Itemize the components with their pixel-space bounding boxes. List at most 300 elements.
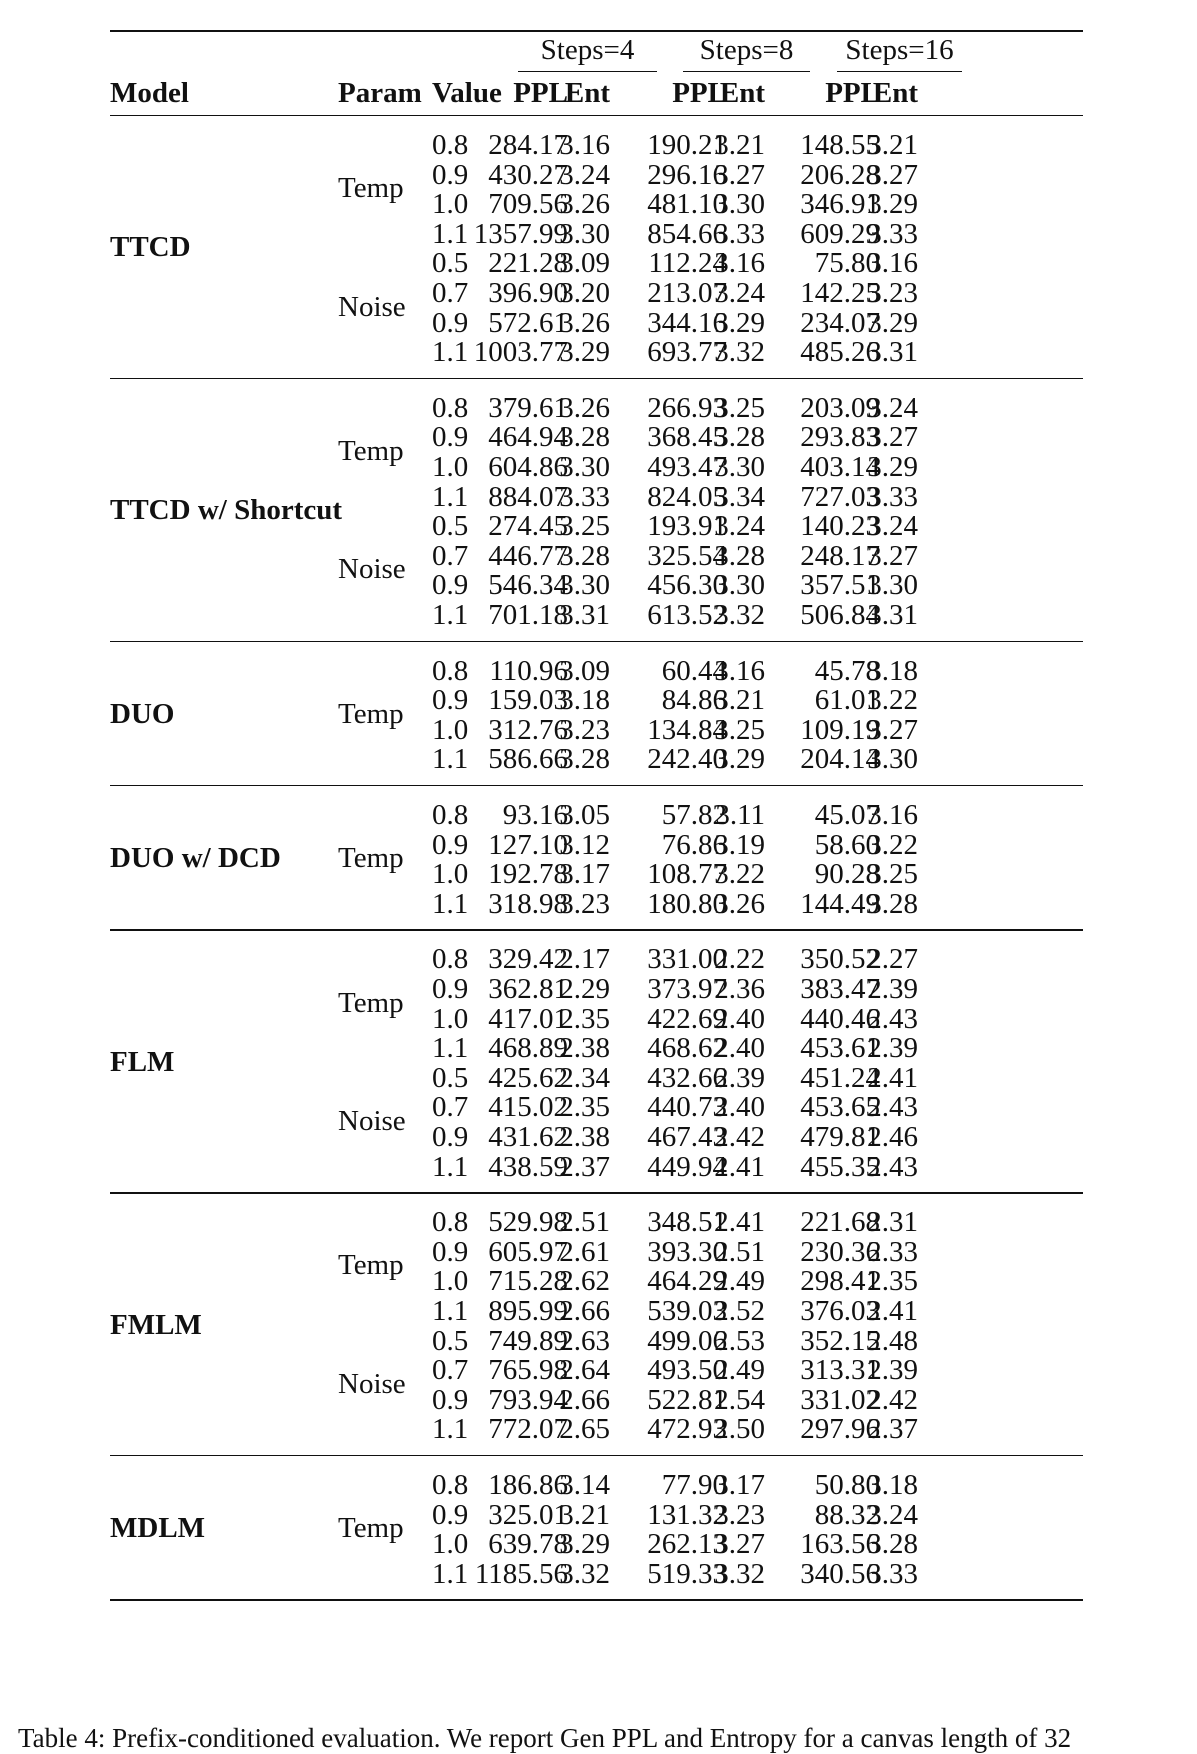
ent-cell: 3.30 bbox=[714, 451, 765, 483]
ppl-cell: 472.93 bbox=[647, 1413, 727, 1446]
ppl-cell: 430.27 bbox=[488, 158, 568, 191]
ppl-cell: 45.07 bbox=[814, 799, 880, 831]
value-cell: 1.1 bbox=[432, 1413, 469, 1446]
ent-cell: 3.21 bbox=[559, 1498, 610, 1531]
ppl-cell: 348.51 bbox=[647, 1206, 727, 1239]
ent-cell: 2.41 bbox=[714, 1150, 765, 1183]
ent-cell: 2.65 bbox=[559, 1413, 610, 1446]
group-rule bbox=[110, 1192, 1083, 1193]
ent-cell: 3.16 bbox=[714, 247, 765, 280]
ppl-cell: 144.49 bbox=[800, 887, 880, 920]
ppl-cell: 727.03 bbox=[800, 480, 880, 513]
ent-cell: 3.34 bbox=[714, 480, 765, 513]
ent-cell: 2.38 bbox=[559, 1121, 610, 1153]
value-cell: 0.8 bbox=[432, 1469, 469, 1501]
ent-cell: 2.61 bbox=[559, 1235, 610, 1268]
ent-cell: 2.43 bbox=[867, 1150, 918, 1183]
ppl-cell: 749.89 bbox=[488, 1324, 568, 1357]
header-value: Value bbox=[432, 77, 502, 109]
ppl-cell: 163.56 bbox=[800, 1528, 880, 1561]
ppl-cell: 230.36 bbox=[800, 1235, 880, 1268]
param-label: Noise bbox=[338, 290, 406, 323]
step-group-header: Steps=16 bbox=[845, 34, 954, 66]
ent-cell: 3.25 bbox=[714, 713, 765, 746]
ent-cell: 3.09 bbox=[559, 654, 610, 687]
ppl-cell: 440.46 bbox=[800, 1002, 880, 1035]
ppl-cell: 109.19 bbox=[800, 713, 880, 746]
value-cell: 1.1 bbox=[432, 887, 469, 920]
ppl-cell: 425.62 bbox=[488, 1061, 568, 1094]
ent-cell: 3.32 bbox=[714, 599, 765, 631]
ent-cell: 3.32 bbox=[559, 1557, 610, 1590]
ent-cell: 3.27 bbox=[714, 158, 765, 191]
ppl-cell: 449.94 bbox=[647, 1150, 727, 1183]
value-cell: 0.7 bbox=[432, 1354, 469, 1387]
ppl-cell: 479.81 bbox=[800, 1121, 880, 1153]
ent-cell: 2.35 bbox=[559, 1091, 610, 1124]
model-name: TTCD bbox=[110, 231, 191, 264]
ent-cell: 3.24 bbox=[867, 1498, 918, 1531]
header-ent: Ent bbox=[564, 77, 610, 109]
ent-cell: 3.22 bbox=[867, 684, 918, 717]
ent-cell: 2.29 bbox=[559, 973, 610, 1005]
param-label: Temp bbox=[338, 172, 404, 205]
ent-cell: 3.22 bbox=[867, 828, 918, 861]
ent-cell: 3.28 bbox=[714, 539, 765, 572]
ent-cell: 2.22 bbox=[714, 943, 765, 976]
ent-cell: 2.39 bbox=[867, 1354, 918, 1387]
ppl-cell: 539.03 bbox=[647, 1295, 727, 1327]
header-ppl: PPL bbox=[825, 77, 880, 109]
value-cell: 1.0 bbox=[432, 858, 469, 891]
ppl-cell: 709.56 bbox=[488, 188, 568, 221]
ent-cell: 3.16 bbox=[867, 247, 918, 280]
ent-cell: 2.36 bbox=[714, 973, 765, 1005]
ent-cell: 2.52 bbox=[714, 1295, 765, 1327]
model-name: DUO w/ DCD bbox=[110, 842, 281, 875]
ppl-cell: 346.91 bbox=[800, 188, 880, 221]
ppl-cell: 75.80 bbox=[814, 247, 880, 280]
ent-cell: 3.23 bbox=[867, 277, 918, 309]
ent-cell: 2.17 bbox=[559, 943, 610, 976]
ppl-cell: 895.99 bbox=[488, 1295, 568, 1327]
value-cell: 0.9 bbox=[432, 1383, 469, 1416]
ent-cell: 3.22 bbox=[714, 858, 765, 891]
ent-cell: 3.16 bbox=[714, 654, 765, 687]
value-cell: 0.8 bbox=[432, 654, 469, 687]
ent-cell: 2.54 bbox=[714, 1383, 765, 1416]
ent-cell: 3.23 bbox=[559, 887, 610, 920]
ppl-cell: 266.93 bbox=[647, 391, 727, 424]
ppl-cell: 432.66 bbox=[647, 1061, 727, 1094]
ppl-cell: 325.01 bbox=[488, 1498, 568, 1531]
param-label: Temp bbox=[338, 435, 404, 467]
ent-cell: 2.35 bbox=[867, 1265, 918, 1298]
ppl-cell: 331.00 bbox=[647, 943, 727, 976]
value-cell: 0.5 bbox=[432, 247, 469, 280]
ent-cell: 2.42 bbox=[867, 1383, 918, 1416]
table-caption: Table 4: Prefix-conditioned evaluation. We report Gen PPL and Entropy for a canvas length of 32 bbox=[18, 1723, 1072, 1753]
group-rule bbox=[110, 378, 1083, 379]
group-underline bbox=[518, 71, 657, 72]
ppl-cell: 221.28 bbox=[488, 247, 568, 280]
ent-cell: 2.35 bbox=[559, 1002, 610, 1035]
value-cell: 0.9 bbox=[432, 973, 469, 1005]
ppl-cell: 142.25 bbox=[800, 277, 880, 309]
ent-cell: 2.66 bbox=[559, 1383, 610, 1416]
ppl-cell: 824.05 bbox=[647, 480, 727, 513]
value-cell: 1.1 bbox=[432, 480, 469, 513]
ent-cell: 2.37 bbox=[559, 1150, 610, 1183]
value-cell: 1.0 bbox=[432, 1528, 469, 1561]
ppl-cell: 431.62 bbox=[488, 1121, 568, 1153]
value-cell: 1.1 bbox=[432, 599, 469, 631]
ppl-cell: 45.78 bbox=[814, 654, 880, 687]
param-label: Temp bbox=[338, 1512, 404, 1545]
ppl-cell: 192.78 bbox=[488, 858, 568, 891]
ent-cell: 2.43 bbox=[867, 1091, 918, 1124]
ppl-cell: 344.16 bbox=[647, 306, 727, 339]
ppl-cell: 506.84 bbox=[800, 599, 880, 631]
ppl-cell: 134.84 bbox=[647, 713, 727, 746]
ppl-cell: 206.28 bbox=[800, 158, 880, 191]
ent-cell: 3.26 bbox=[559, 391, 610, 424]
ppl-cell: 604.86 bbox=[488, 451, 568, 483]
ent-cell: 3.29 bbox=[867, 451, 918, 483]
ppl-cell: 1003.77 bbox=[473, 336, 568, 369]
ent-cell: 3.31 bbox=[867, 599, 918, 631]
ent-cell: 2.41 bbox=[714, 1206, 765, 1239]
ent-cell: 3.24 bbox=[559, 158, 610, 191]
ent-cell: 2.62 bbox=[559, 1265, 610, 1298]
ent-cell: 3.30 bbox=[867, 569, 918, 602]
ent-cell: 3.27 bbox=[867, 539, 918, 572]
ent-cell: 2.39 bbox=[714, 1061, 765, 1094]
ppl-cell: 186.86 bbox=[488, 1469, 568, 1501]
param-label: Temp bbox=[338, 986, 404, 1019]
ent-cell: 3.32 bbox=[714, 1557, 765, 1590]
ppl-cell: 213.07 bbox=[647, 277, 727, 309]
ppl-cell: 61.01 bbox=[814, 684, 880, 717]
ppl-cell: 376.03 bbox=[800, 1295, 880, 1327]
ent-cell: 2.40 bbox=[714, 1032, 765, 1065]
ppl-cell: 77.90 bbox=[661, 1469, 727, 1501]
ppl-cell: 108.77 bbox=[647, 858, 727, 891]
ppl-cell: 340.56 bbox=[800, 1557, 880, 1590]
ent-cell: 2.41 bbox=[867, 1061, 918, 1094]
ppl-cell: 468.62 bbox=[647, 1032, 727, 1065]
ent-cell: 2.43 bbox=[867, 1002, 918, 1035]
ppl-cell: 88.32 bbox=[814, 1498, 880, 1531]
header-rule bbox=[110, 115, 1083, 116]
value-cell: 0.9 bbox=[432, 1235, 469, 1268]
ent-cell: 2.39 bbox=[867, 973, 918, 1005]
ent-cell: 2.27 bbox=[867, 943, 918, 976]
ent-cell: 3.18 bbox=[867, 654, 918, 687]
ent-cell: 3.28 bbox=[714, 421, 765, 454]
ent-cell: 3.24 bbox=[867, 391, 918, 424]
ppl-cell: 284.17 bbox=[488, 129, 568, 161]
ppl-cell: 446.77 bbox=[488, 539, 568, 572]
value-cell: 0.8 bbox=[432, 1206, 469, 1239]
ent-cell: 3.05 bbox=[559, 799, 610, 831]
ent-cell: 2.40 bbox=[714, 1002, 765, 1035]
step-group-header: Steps=4 bbox=[540, 34, 635, 66]
ent-cell: 3.30 bbox=[714, 188, 765, 221]
ppl-cell: 127.10 bbox=[488, 828, 568, 861]
ent-cell: 3.18 bbox=[559, 684, 610, 717]
ent-cell: 3.25 bbox=[714, 391, 765, 424]
ppl-cell: 84.86 bbox=[661, 684, 727, 717]
ppl-cell: 159.03 bbox=[488, 684, 568, 717]
ent-cell: 3.31 bbox=[559, 599, 610, 631]
ppl-cell: 293.83 bbox=[800, 421, 880, 454]
ppl-cell: 393.30 bbox=[647, 1235, 727, 1268]
ent-cell: 3.26 bbox=[559, 306, 610, 339]
ppl-cell: 485.26 bbox=[800, 336, 880, 369]
ppl-cell: 296.16 bbox=[647, 158, 727, 191]
ent-cell: 2.46 bbox=[867, 1121, 918, 1153]
ent-cell: 3.27 bbox=[867, 158, 918, 191]
ppl-cell: 58.60 bbox=[814, 828, 880, 861]
ppl-cell: 131.32 bbox=[647, 1498, 727, 1531]
value-cell: 0.7 bbox=[432, 539, 469, 572]
ppl-cell: 362.81 bbox=[488, 973, 568, 1005]
ent-cell: 3.29 bbox=[714, 743, 765, 776]
ppl-cell: 312.76 bbox=[488, 713, 568, 746]
ppl-cell: 403.14 bbox=[800, 451, 880, 483]
ppl-cell: 464.94 bbox=[488, 421, 568, 454]
ent-cell: 3.21 bbox=[714, 129, 765, 161]
value-cell: 1.0 bbox=[432, 1002, 469, 1035]
ent-cell: 2.34 bbox=[559, 1061, 610, 1094]
ent-cell: 3.27 bbox=[714, 1528, 765, 1561]
ent-cell: 3.33 bbox=[867, 1557, 918, 1590]
ppl-cell: 440.73 bbox=[647, 1091, 727, 1124]
group-rule bbox=[110, 1455, 1083, 1456]
ppl-cell: 464.29 bbox=[647, 1265, 727, 1298]
param-label: Noise bbox=[338, 553, 406, 586]
header-ppl: PPL bbox=[513, 77, 568, 109]
model-name: TTCD w/ Shortcut bbox=[110, 494, 343, 527]
ppl-cell: 1357.99 bbox=[473, 217, 568, 250]
bottom-rule bbox=[110, 1599, 1083, 1601]
ent-cell: 3.28 bbox=[867, 887, 918, 920]
ppl-cell: 57.82 bbox=[661, 799, 727, 831]
ent-cell: 3.26 bbox=[559, 188, 610, 221]
value-cell: 0.7 bbox=[432, 277, 469, 309]
ent-cell: 2.31 bbox=[867, 1206, 918, 1239]
ppl-cell: 468.89 bbox=[488, 1032, 568, 1065]
ppl-cell: 297.96 bbox=[800, 1413, 880, 1446]
ent-cell: 3.30 bbox=[559, 451, 610, 483]
ent-cell: 3.33 bbox=[867, 217, 918, 250]
value-cell: 0.5 bbox=[432, 1061, 469, 1094]
ppl-cell: 274.45 bbox=[488, 510, 568, 543]
ppl-cell: 203.09 bbox=[800, 391, 880, 424]
value-cell: 0.8 bbox=[432, 129, 469, 161]
ppl-cell: 368.45 bbox=[647, 421, 727, 454]
ent-cell: 3.17 bbox=[559, 858, 610, 891]
ppl-cell: 415.02 bbox=[488, 1091, 568, 1124]
ppl-cell: 329.42 bbox=[488, 943, 568, 976]
value-cell: 1.1 bbox=[432, 1295, 469, 1327]
ent-cell: 3.30 bbox=[559, 217, 610, 250]
value-cell: 1.0 bbox=[432, 451, 469, 483]
ent-cell: 3.21 bbox=[714, 684, 765, 717]
ppl-cell: 90.28 bbox=[814, 858, 880, 891]
ppl-cell: 193.91 bbox=[647, 510, 727, 543]
ppl-cell: 572.61 bbox=[488, 306, 568, 339]
ppl-cell: 234.07 bbox=[800, 306, 880, 339]
param-label: Temp bbox=[338, 697, 404, 730]
ent-cell: 3.29 bbox=[867, 306, 918, 339]
ent-cell: 2.38 bbox=[559, 1032, 610, 1065]
ppl-cell: 50.80 bbox=[814, 1469, 880, 1501]
ppl-cell: 456.30 bbox=[647, 569, 727, 602]
ppl-cell: 417.01 bbox=[488, 1002, 568, 1035]
ppl-cell: 529.98 bbox=[488, 1206, 568, 1239]
ent-cell: 3.18 bbox=[867, 1469, 918, 1501]
header-ppl: PPL bbox=[672, 77, 727, 109]
ppl-cell: 204.14 bbox=[800, 743, 880, 776]
ppl-cell: 522.81 bbox=[647, 1383, 727, 1416]
ppl-cell: 493.50 bbox=[647, 1354, 727, 1387]
ent-cell: 3.24 bbox=[714, 510, 765, 543]
value-cell: 1.0 bbox=[432, 713, 469, 746]
ent-cell: 2.50 bbox=[714, 1413, 765, 1446]
ppl-cell: 318.98 bbox=[488, 887, 568, 920]
ppl-cell: 793.94 bbox=[488, 1383, 568, 1416]
value-cell: 0.9 bbox=[432, 421, 469, 454]
ppl-cell: 1185.56 bbox=[474, 1557, 568, 1590]
ppl-cell: 701.18 bbox=[488, 599, 568, 631]
ppl-cell: 586.66 bbox=[488, 743, 568, 776]
ent-cell: 3.29 bbox=[559, 1528, 610, 1561]
ent-cell: 3.14 bbox=[559, 1469, 610, 1501]
ppl-cell: 519.33 bbox=[647, 1557, 727, 1590]
ent-cell: 3.20 bbox=[559, 277, 610, 309]
ppl-cell: 772.07 bbox=[488, 1413, 568, 1446]
ppl-cell: 379.61 bbox=[488, 391, 568, 424]
ppl-cell: 422.69 bbox=[647, 1002, 727, 1035]
ent-cell: 3.31 bbox=[867, 336, 918, 369]
ppl-cell: 613.52 bbox=[647, 599, 727, 631]
ent-cell: 3.25 bbox=[559, 510, 610, 543]
ent-cell: 2.51 bbox=[714, 1235, 765, 1268]
group-underline bbox=[683, 71, 810, 72]
ppl-cell: 884.07 bbox=[488, 480, 568, 513]
ppl-cell: 609.29 bbox=[800, 217, 880, 250]
group-rule bbox=[110, 785, 1083, 786]
ppl-cell: 221.68 bbox=[800, 1206, 880, 1239]
group-underline bbox=[837, 71, 962, 72]
value-cell: 0.9 bbox=[432, 569, 469, 602]
ppl-cell: 396.90 bbox=[488, 277, 568, 309]
ent-cell: 2.42 bbox=[714, 1121, 765, 1153]
ent-cell: 2.49 bbox=[714, 1354, 765, 1387]
ppl-cell: 352.15 bbox=[800, 1324, 880, 1357]
ppl-cell: 110.96 bbox=[489, 654, 568, 687]
header-param: Param bbox=[338, 77, 422, 109]
ent-cell: 3.26 bbox=[714, 887, 765, 920]
ppl-cell: 140.23 bbox=[800, 510, 880, 543]
ppl-cell: 76.86 bbox=[661, 828, 727, 861]
value-cell: 0.7 bbox=[432, 1091, 469, 1124]
ent-cell: 3.28 bbox=[559, 421, 610, 454]
ppl-cell: 493.47 bbox=[647, 451, 727, 483]
ppl-cell: 693.77 bbox=[647, 336, 727, 369]
ent-cell: 3.19 bbox=[714, 828, 765, 861]
value-cell: 0.5 bbox=[432, 1324, 469, 1357]
ppl-cell: 715.28 bbox=[488, 1265, 568, 1298]
ent-cell: 3.16 bbox=[867, 799, 918, 831]
ppl-cell: 242.40 bbox=[647, 743, 727, 776]
ppl-cell: 438.59 bbox=[488, 1150, 568, 1183]
model-name: FLM bbox=[110, 1045, 175, 1078]
value-cell: 0.9 bbox=[432, 684, 469, 717]
ent-cell: 3.33 bbox=[559, 480, 610, 513]
ent-cell: 3.12 bbox=[559, 828, 610, 861]
group-rule bbox=[110, 641, 1083, 642]
top-rule bbox=[110, 30, 1083, 32]
ppl-cell: 481.10 bbox=[647, 188, 727, 221]
value-cell: 1.1 bbox=[432, 336, 469, 369]
ppl-cell: 331.02 bbox=[800, 1383, 880, 1416]
value-cell: 1.0 bbox=[432, 188, 469, 221]
ppl-cell: 854.66 bbox=[647, 217, 727, 250]
value-cell: 0.9 bbox=[432, 828, 469, 861]
value-cell: 1.1 bbox=[432, 1032, 469, 1065]
ent-cell: 3.30 bbox=[714, 569, 765, 602]
ent-cell: 2.39 bbox=[867, 1032, 918, 1065]
value-cell: 1.1 bbox=[432, 217, 469, 250]
value-cell: 1.1 bbox=[432, 1557, 469, 1590]
ent-cell: 3.27 bbox=[867, 421, 918, 454]
ent-cell: 3.29 bbox=[867, 188, 918, 221]
ent-cell: 2.63 bbox=[559, 1324, 610, 1357]
ent-cell: 2.48 bbox=[867, 1324, 918, 1357]
ppl-cell: 313.31 bbox=[800, 1354, 880, 1387]
ent-cell: 3.33 bbox=[714, 217, 765, 250]
model-name: MDLM bbox=[110, 1512, 206, 1545]
ppl-cell: 455.35 bbox=[800, 1150, 880, 1183]
ent-cell: 2.33 bbox=[867, 1235, 918, 1268]
model-name: DUO bbox=[110, 697, 175, 730]
ent-cell: 2.37 bbox=[867, 1413, 918, 1446]
step-group-header: Steps=8 bbox=[699, 34, 794, 66]
ppl-cell: 383.47 bbox=[800, 973, 880, 1005]
ppl-cell: 453.65 bbox=[800, 1091, 880, 1124]
ppl-cell: 180.80 bbox=[647, 887, 727, 920]
ppl-cell: 298.41 bbox=[800, 1265, 880, 1298]
ppl-cell: 453.61 bbox=[800, 1032, 880, 1065]
ent-cell: 2.66 bbox=[559, 1295, 610, 1327]
param-label: Noise bbox=[338, 1105, 406, 1137]
value-cell: 0.8 bbox=[432, 799, 469, 831]
value-cell: 1.1 bbox=[432, 1150, 469, 1183]
ppl-cell: 546.34 bbox=[488, 569, 568, 602]
ent-cell: 2.40 bbox=[714, 1091, 765, 1124]
ppl-cell: 605.97 bbox=[488, 1235, 568, 1268]
ppl-cell: 499.06 bbox=[647, 1324, 727, 1357]
ent-cell: 3.28 bbox=[867, 1528, 918, 1561]
ent-cell: 2.49 bbox=[714, 1265, 765, 1298]
ppl-cell: 60.44 bbox=[661, 654, 727, 687]
ent-cell: 3.32 bbox=[714, 336, 765, 369]
param-label: Noise bbox=[338, 1367, 406, 1400]
ppl-cell: 248.17 bbox=[800, 539, 880, 572]
